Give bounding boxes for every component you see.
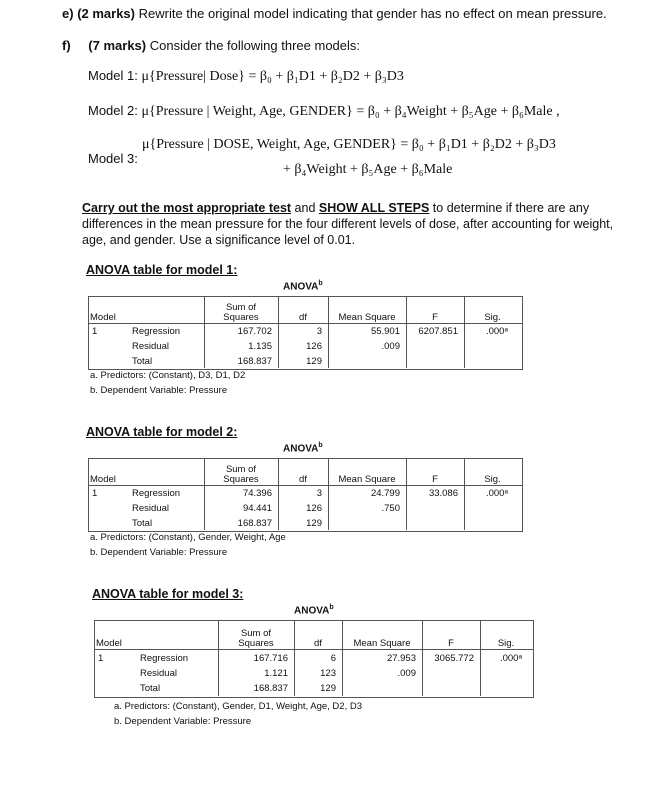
model-number: 1 (92, 326, 98, 337)
cell-ms: .750 (381, 503, 400, 514)
cell-df: 3 (316, 326, 322, 337)
cell-ss: 1.135 (248, 341, 272, 352)
header-sum-of-squares-1: Sum of (225, 302, 257, 313)
cell-sig: .000ᵃ (499, 653, 522, 664)
model-3-label: Model 3: (88, 151, 138, 166)
cell-ss: 168.837 (237, 356, 272, 367)
row-source: Regression (132, 488, 181, 499)
question-f-label: f) (62, 38, 71, 53)
model-3-equation-line1: μ{Pressure | DOSE, Weight, Age, GENDER} = β₀ + β₁D1 + β₂D2 + β₃D3 (142, 137, 556, 152)
model-1-label: Model 1: (88, 68, 138, 83)
instruction-emphasis-1: Carry out the most appropriate test (82, 201, 292, 215)
header-sum-of-squares-2: Squares (223, 312, 259, 323)
cell-ss: 74.396 (242, 488, 272, 499)
cell-ss: 1.121 (264, 668, 288, 679)
footnote-dependent: b. Dependent Variable: Pressure (90, 385, 228, 396)
question-e-text: Rewrite the original model indicating that gender has no effect on mean pressure. (138, 6, 607, 21)
model-2 (88, 103, 560, 120)
question-f-text: Consider the following three models: (149, 38, 361, 53)
row-source: Total (132, 356, 153, 367)
anova-table-1 (88, 278, 523, 403)
row-source: Residual (140, 668, 177, 679)
header-sum-of-squares-1: Sum of (240, 628, 272, 639)
question-f (62, 38, 360, 53)
header-sum-of-squares-2: Squares (223, 474, 259, 485)
row-source: Residual (132, 503, 169, 514)
anova-caption: ANOVA$^b$ (283, 442, 323, 455)
cell-df: 129 (320, 683, 336, 694)
model-1-equation: μ{Pressure| Dose} = β₀ + β₁D1 + β₂D2 + β₃D3 (141, 69, 404, 84)
row-source: Regression (140, 653, 189, 664)
anova-table-1-title: ANOVA table for model 1: (86, 263, 238, 277)
cell-f: 33.086 (428, 488, 458, 499)
anova-caption: ANOVA$^b$ (283, 280, 323, 293)
header-sig: Sig. (484, 312, 501, 323)
header-mean-square: Mean Square (353, 638, 411, 649)
question-e-label: e) (62, 6, 74, 21)
cell-ms: 27.953 (386, 653, 416, 664)
instruction-paragraph (82, 200, 632, 248)
cell-ss: 168.837 (253, 683, 288, 694)
anova-table-2 (88, 440, 523, 565)
question-e-marks: (2 marks) (77, 6, 135, 21)
header-sum-of-squares-1: Sum of (225, 464, 257, 475)
model-3-equation-line2: + β₄Weight + β₅Age + β₆Male (283, 162, 453, 177)
header-mean-square: Mean Square (338, 474, 396, 485)
footnote-predictors: a. Predictors: (Constant), D3, D1, D2 (90, 370, 246, 381)
header-model: Model (90, 312, 116, 323)
cell-ms: 55.901 (370, 326, 400, 337)
footnote-dependent: b. Dependent Variable: Pressure (90, 547, 228, 558)
header-sig: Sig. (497, 638, 515, 649)
cell-df: 3 (316, 488, 322, 499)
cell-df: 123 (320, 668, 336, 679)
anova-table-2-title: ANOVA table for model 2: (86, 425, 238, 439)
cell-df: 126 (306, 503, 322, 514)
anova-table-3-title: ANOVA table for model 3: (92, 587, 244, 601)
question-f-marks: (7 marks) (88, 38, 147, 53)
model-2-label: Model 2: (88, 103, 138, 118)
header-mean-square: Mean Square (338, 312, 396, 323)
cell-df: 126 (306, 341, 322, 352)
cell-ss: 94.441 (242, 503, 272, 514)
header-model: Model (96, 638, 122, 649)
cell-ms: 24.799 (370, 488, 400, 499)
header-sig: Sig. (484, 474, 501, 485)
cell-ss: 168.837 (237, 518, 272, 529)
cell-f: 6207.851 (418, 326, 458, 337)
cell-df: 129 (306, 356, 322, 367)
cell-ms: .009 (397, 668, 416, 679)
row-source: Regression (132, 326, 181, 337)
model-2-equation: μ{Pressure | Weight, Age, GENDER} = β₀ + β₄Weight + β₅Age + β₆Male , (141, 104, 560, 119)
header-f: F (432, 474, 438, 485)
model-number: 1 (98, 653, 104, 664)
header-df: df (314, 638, 322, 649)
cell-sig: .000ᵃ (485, 488, 508, 499)
instruction-emphasis-2: SHOW ALL STEPS (318, 201, 430, 215)
model-number: 1 (92, 488, 98, 499)
footnote-predictors: a. Predictors: (Constant), Gender, Weight, Age (90, 532, 286, 543)
question-e (62, 6, 607, 21)
header-df: df (299, 474, 307, 485)
header-sum-of-squares-2: Squares (238, 638, 274, 649)
cell-ms: .009 (381, 341, 400, 352)
instruction-connector: and (291, 201, 319, 215)
footnote-predictors: a. Predictors: (Constant), Gender, D1, Weight, Age, D2, D3 (114, 701, 362, 712)
cell-f: 3065.772 (434, 653, 474, 664)
anova-table-3 (94, 602, 534, 737)
header-f: F (432, 312, 438, 323)
header-model: Model (90, 474, 116, 485)
row-source: Residual (132, 341, 169, 352)
cell-sig: .000ᵃ (485, 326, 508, 337)
header-df: df (299, 312, 307, 323)
model-1 (88, 68, 404, 85)
anova-caption: ANOVA$^b$ (294, 604, 334, 617)
cell-ss: 167.716 (253, 653, 288, 664)
instruction-text: to determine if there are any differences in the mean pressure for the four different levels of dose, after accounting for weight, age, and gender. Use a significance level of 0.01. (82, 201, 614, 247)
cell-df: 6 (330, 653, 336, 664)
footnote-dependent: b. Dependent Variable: Pressure (114, 716, 252, 727)
row-source: Total (140, 683, 161, 694)
row-source: Total (132, 518, 153, 529)
header-f: F (448, 638, 454, 649)
cell-ss: 167.702 (237, 326, 272, 337)
cell-df: 129 (306, 518, 322, 529)
